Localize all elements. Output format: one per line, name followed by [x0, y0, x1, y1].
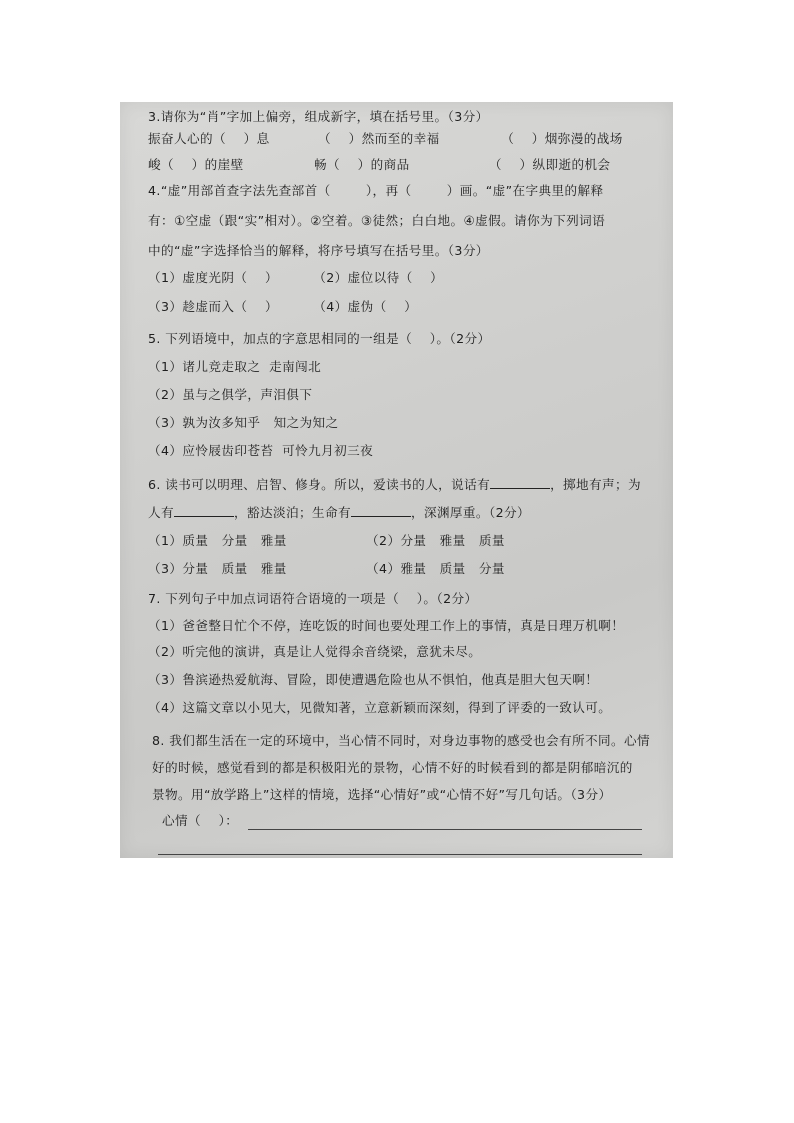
q7-option-3: （3）鲁滨逊热爱航海、冒险，即使遭遇危险也从不惧怕，他真是胆大包天啊！: [148, 672, 599, 687]
q8-answer-line-1[interactable]: [248, 829, 642, 830]
q6-options-row2: （3）分量 质量 雅量 （4）雅量 质量 分量: [148, 561, 505, 576]
q6-blank-2[interactable]: [174, 504, 234, 517]
q3-stem: 3.请你为“肖”字加上偏旁，组成新字，填在括号里。（3分）: [148, 109, 489, 124]
q4-items-row1: （1）虚度光阴（ ） （2）虚位以待（ ）: [148, 270, 444, 285]
q8-answer-line-2[interactable]: [158, 854, 642, 855]
q4-stem: 4.“虚”用部首查字法先查部首（ ），再（ ）画。“虚”在字典里的解释: [148, 183, 604, 198]
q6-line1: [148, 476, 641, 494]
q5-option-3: （3）孰为汝多知乎 知之为知之: [148, 415, 339, 430]
q4-line2: 有：①空虚（跟“实”相对）。②空着。③徒然；白白地。④虚假。请你为下列词语: [148, 213, 606, 228]
q7-stem: 7. 下列句子中加点词语符合语境的一项是（ ）。（2分）: [148, 591, 478, 606]
q7-option-1: （1）爸爸整日忙个不停，连吃饭的时间也要处理工作上的事情，真是日理万机啊！: [148, 618, 625, 633]
exam-page-photo: [120, 102, 673, 858]
q4-items-row2: （3）趁虚而入（ ） （4）虚伪（ ）: [148, 299, 418, 314]
q6-line1-text-b: ，掷地有声；为: [550, 477, 642, 492]
q7-option-2: （2）听完他的演讲，真是让人觉得余音绕梁，意犹未尽。: [148, 644, 482, 659]
q3-row2: 峻（ ）的崖壁 畅（ ）的商品 （ ）纵即逝的机会: [148, 157, 611, 172]
q6-line2-text-c: ，深渊厚重。（2分）: [410, 505, 531, 520]
q6-line2-text-a: 人有: [148, 505, 174, 520]
q6-options-row1: （1）质量 分量 雅量 （2）分量 雅量 质量: [148, 533, 505, 548]
q6-blank-3[interactable]: [351, 504, 411, 517]
q4-line3: 中的“虚”字选择恰当的解释，将序号填写在括号里。（3分）: [148, 243, 489, 258]
q8-line1: 8. 我们都生活在一定的环境中，当心情不同时，对身边事物的感受也会有所不同。心情: [152, 733, 650, 748]
q6-blank-1[interactable]: [490, 476, 550, 489]
q3-row1: 振奋人心的（ ）息 （ ）然而至的幸福 （ ）烟弥漫的战场: [148, 131, 623, 146]
q8-line2: 好的时候，感觉看到的都是积极阳光的景物，心情不好的时候看到的都是阴郁暗沉的: [152, 760, 633, 775]
q5-option-4: （4）应怜屐齿印苍苔 可怜九月初三夜: [148, 443, 374, 458]
q6-line1-text-a: 6. 读书可以明理、启智、修身。所以，爱读书的人，说话有: [148, 477, 491, 492]
q5-option-2: （2）虽与之俱学，声泪俱下: [148, 387, 313, 402]
q8-answer-label: 心情（ ）：: [162, 813, 239, 828]
q7-option-4: （4）这篇文章以小见大，见微知著，立意新颖而深刻，得到了评委的一致认可。: [148, 700, 612, 715]
q6-line2-text-b: ，豁达淡泊；生命有: [234, 505, 351, 520]
q5-option-1: （1）诸儿竞走取之 走南闯北: [148, 359, 322, 374]
q5-stem: 5. 下列语境中，加点的字意思相同的一组是（ ）。（2分）: [148, 331, 491, 346]
q8-line3: 景物。用“放学路上”这样的情境，选择“心情好”或“心情不好”写几句话。（3分）: [152, 787, 612, 802]
q6-line2: [148, 504, 530, 522]
